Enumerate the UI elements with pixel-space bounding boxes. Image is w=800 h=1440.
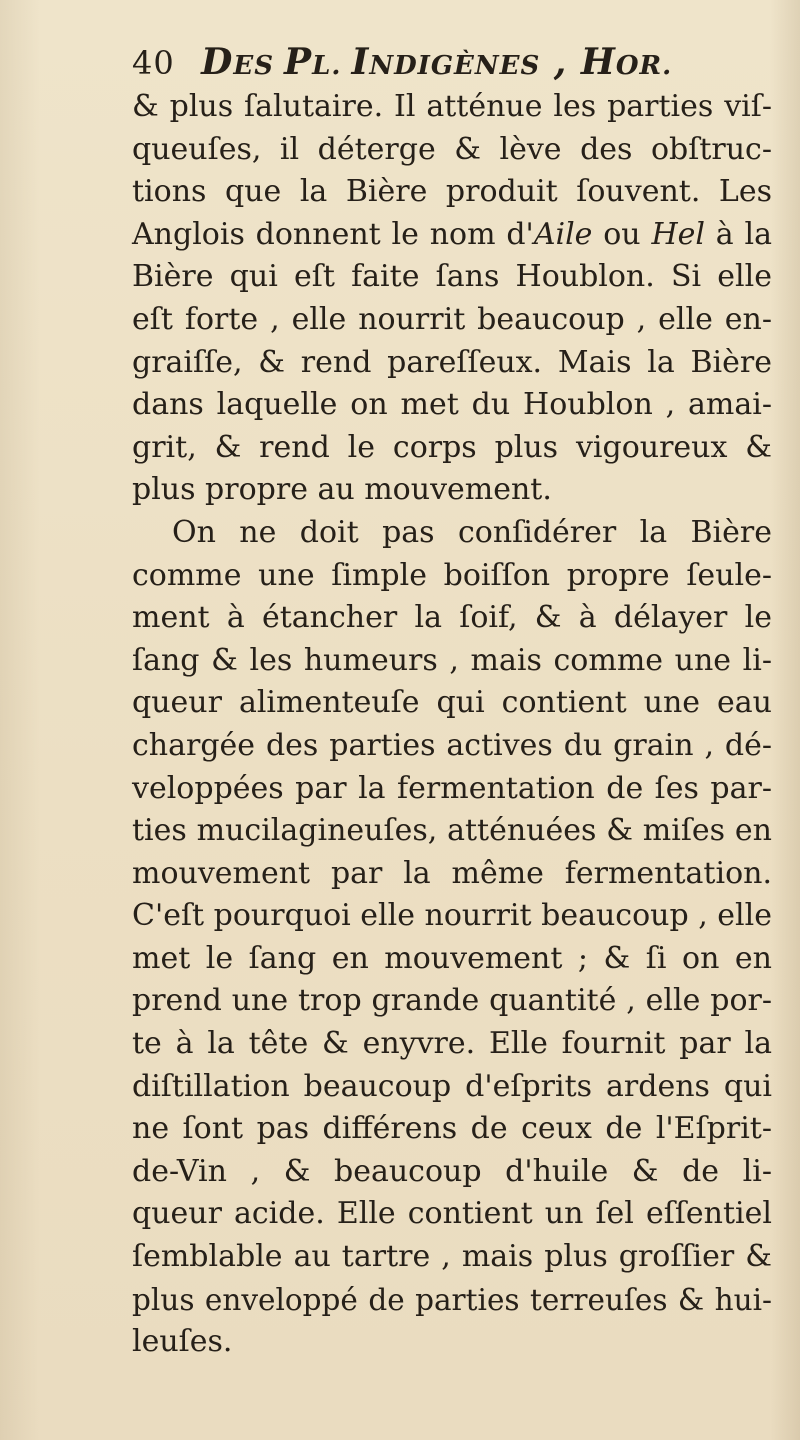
text-line: diſtillation beaucoup d'eſprits ardens qui	[132, 1068, 772, 1104]
text-line: ſemblable au tartre , mais plus groſſier &	[132, 1239, 772, 1275]
text-line: mouvement par la même fermentation.	[132, 855, 772, 891]
text-line: queur acide. Elle contient un ſel eſſentiel	[132, 1196, 772, 1232]
text-line: ſang & les humeurs , mais comme une li-	[132, 642, 772, 678]
text-line: leuſes.	[132, 1324, 233, 1360]
text-line: plus propre au mouvement.	[132, 472, 552, 508]
text-line: ment à étancher la ſoif, & à délayer le	[132, 600, 772, 636]
term-hel: Hel	[651, 216, 705, 252]
text-line: ne ſont pas différens de ceux de l'Eſprit-	[132, 1111, 772, 1147]
running-title: DES PL. INDIGÈNES , HOR.	[201, 41, 673, 83]
text-line: & plus ſalutaire. Il atténue les parties viſ-	[132, 89, 772, 124]
text-line: Anglois donnent le nom d'Aile ou Hel à la	[132, 216, 772, 252]
text-line: grit, & rend le corps plus vigoureux &	[132, 429, 772, 465]
text-line: veloppées par la fermentation de ſes par-	[132, 770, 772, 806]
term-aile: Aile	[533, 216, 593, 252]
text-line: queuſes, il déterge & lève des obſtruc-	[132, 131, 772, 167]
text-line: chargée des parties actives du grain , dé-	[132, 727, 772, 763]
text-line: tions que la Bière produit ſouvent. Les	[132, 174, 772, 210]
text-block	[132, 38, 772, 1364]
text-line: prend une trop grande quantité , elle por-	[132, 983, 772, 1019]
text-line: comme une ſimple boiſſon propre ſeule-	[132, 557, 772, 593]
text-line: graiſſe, & rend pareſſeux. Mais la Bière	[132, 344, 772, 380]
running-header	[132, 38, 772, 86]
text-line: te à la tête & enyvre. Elle fournit par la	[132, 1026, 772, 1062]
text-line: On ne doit pas conſidérer la Bière	[172, 514, 772, 550]
page-number: 40	[132, 44, 175, 82]
text-line: plus enveloppé de parties terreuſes & hui-	[132, 1282, 772, 1317]
text-line: met le ſang en mouvement ; & ſi on en	[132, 940, 772, 976]
text-line: C'eſt pourquoi elle nourrit beaucoup , elle	[132, 898, 772, 934]
text-line: queur alimenteuſe qui contient une eau	[132, 685, 772, 721]
text-line: eſt forte , elle nourrit beaucoup , elle en-	[132, 301, 772, 337]
text-line: ties mucilagineuſes, atténuées & miſes en	[132, 813, 772, 849]
text-line: de-Vin , & beaucoup d'huile & de li-	[132, 1153, 772, 1189]
text-line: Bière qui eſt faite ſans Houblon. Si elle	[132, 259, 772, 295]
text-line: dans laquelle on met du Houblon , amai-	[132, 387, 772, 423]
